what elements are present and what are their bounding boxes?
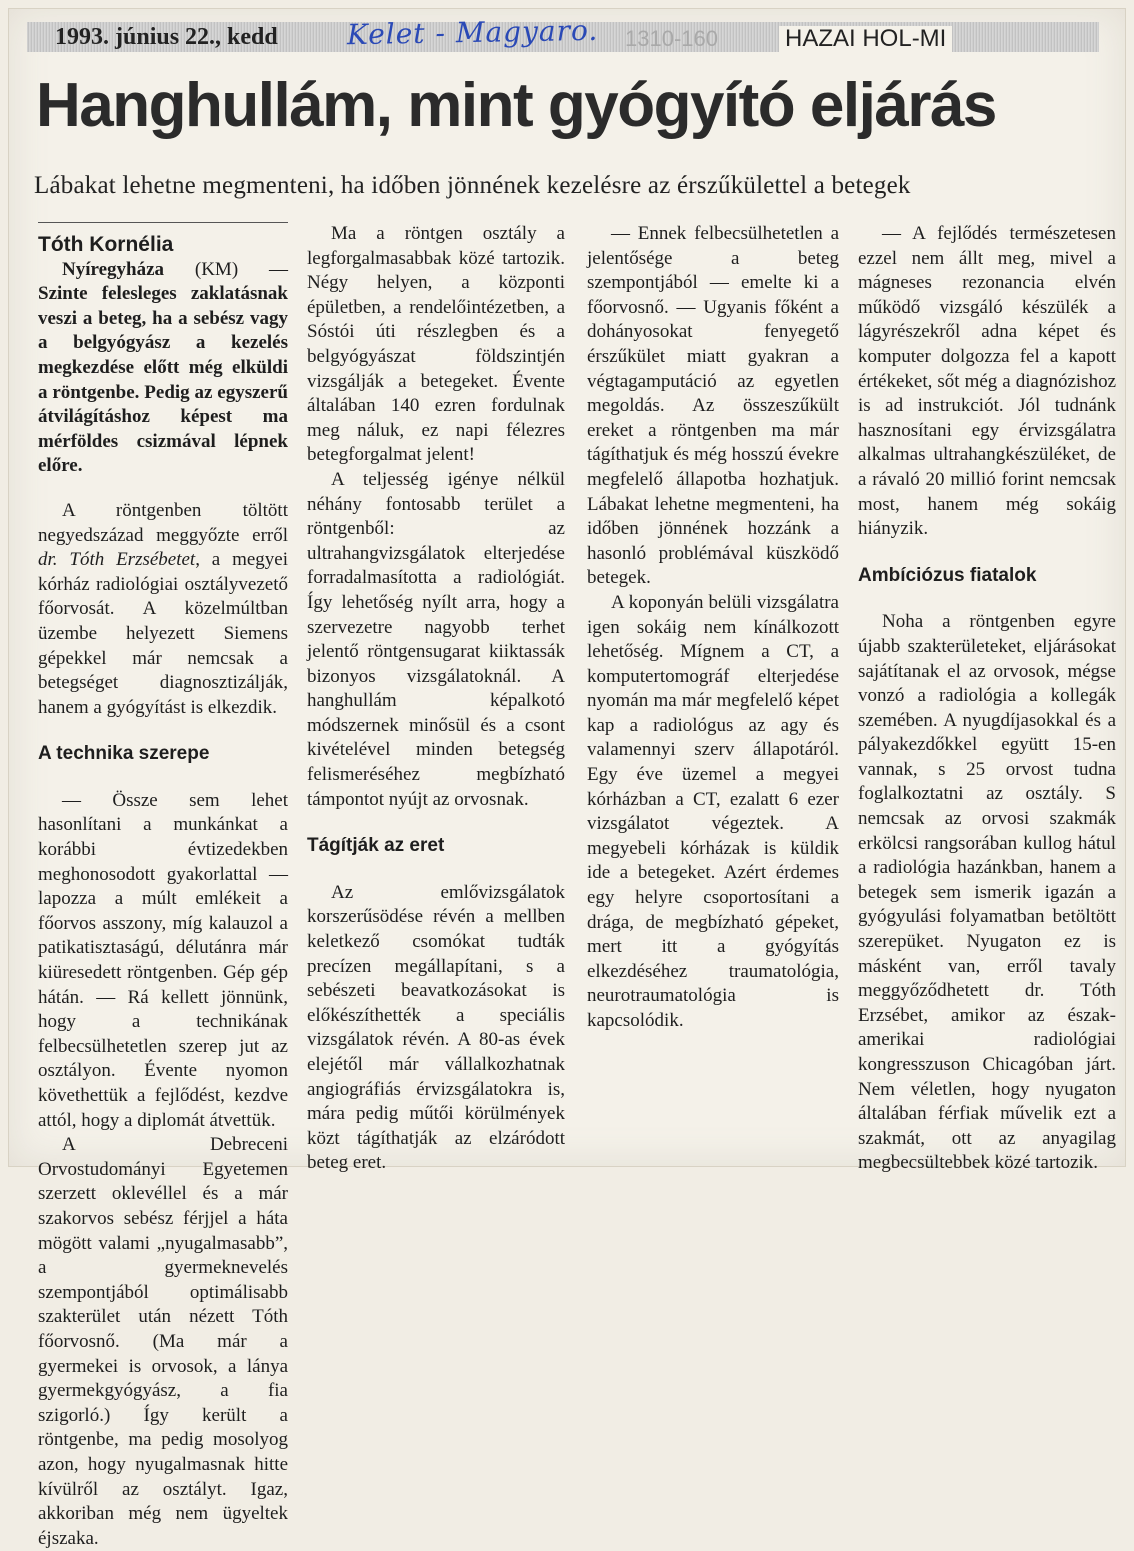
body-paragraph: — Ennek felbecsülhetetlen a jelentősége a beteg szempontjából — emelte ki a főorvosnő. — Ugyanis főként a dohányosokat fenyegető érszűkület miatt gyakran a végtagamputáció az egyetlen megoldás. Az összeszűkült ereket a röntgenben ma már tágíthatjuk és még hosszú évekre megfelelő állapotba hozhatjuk. Lábakat lehetne megmenteni, ha időben jönnének hozzánk a hasonló problémával küszködő betegek. — [587, 223, 839, 589]
body-paragraph: — Össze sem lehet hasonlítani a munkánkat a korábbi évtizedekben meghonosodott gyakorlattal — lapozza a múlt emlékeit a főorvos asszony, míg kalauzol a patikatisztaságú, délutánra már kiüresedett röntgenben. Gép gép hátán. — Rá kellett jönnünk, hogy a technikának felbecsülhetetlen szerep jut az osztályon. Évente nyomon követhettük a fejlődést, kezdve attól, hogy a diplomát átvettük. — [38, 789, 288, 1131]
body-paragraph: — A fejlődés természetesen ezzel nem állt meg, mivel a mágneses rezonancia elvén működő vizsgáló készülék a lágyrészekről adna képet és komputer dolgozza fel a kapott értékeket, sőt még a diagnózishoz is ad instrukciót. Jól tudnánk hasznosítani egy érvizsgálatra alkalmas ultrahangkészüléket, de a rávaló 20 millió forint nemcsak most, hanem még sokáig hiányzik. — [858, 223, 1116, 540]
article-column-3 — [587, 222, 839, 1162]
handwritten-source-note: Kelet - Magyaro. — [346, 13, 599, 52]
section-title: HAZAI HOL-MI — [779, 26, 952, 52]
body-paragraph: A koponyán belüli vizsgálatra igen sokáig nem kínálkozott lehetőség. Mígnem a CT, a komputertomográf elterjedése nyomán ma már megfelelő képet kap a radiológus az agy és valamennyi szerv állapotáról. Egy éve üzemel a megyei kórházban a CT, ezalatt 6 ezer vizsgálatot végeztek. A megyebeli kórházak is küldik ide a betegeket. Azért érdemes egy helyre csoportosítani a drága, de megbízható gépeket, mert itt a gyógyítás elkezdéséhez traumatológia, neurotraumatológia is kapcsolódik. — [587, 591, 839, 1031]
body-paragraph: Ma a röntgen osztály a legforgalmasabbak közé tartozik. Négy helyen, a központi épületben, a rendelőintézetben, a Sóstói úti részlegben és a belgyógyászat földszintjén vizsgálják a betegeket. Évente általában 140 ezren fordulnak meg náluk, ez napi félezres betegforgalmat jelent! — [307, 223, 565, 466]
body-paragraph: A röntgenben töltött negyedszázad meggyőzte erről dr. Tóth Erzsébetet, a megyei kórház radiológiai osztályvezető főorvosát. A közelmúltban üzembe helyezett Siemens gépekkel már nemcsak a betegséget diagnosztizálják, hanem a gyógyítást is elkezdik. — [38, 499, 289, 718]
lead-paragraph — [38, 258, 288, 479]
body-paragraph: A Debreceni Orvostudományi Egyetemen szerzett oklevéllel és a már szakorvos sebész férjjel a háta mögött valami „nyugalmasabb”, a gyermeknevelés szempontjából optimálisabb szakterület után nézett Tóth főorvosnő. (Ma már a gyermekei is orvosok, a lánya gyermekgyógyász, a fia szigorló.) Így került a röntgenbe, ma pedig mosolyog azon, hogy nyugalmasnak hitte kívülről az osztályt. Igaz, akkoriban még nem ügyeltek éjszaka. — [38, 1134, 288, 1549]
person-name: dr. Tóth Erzsébetet — [38, 549, 196, 571]
lead-text: Szinte felesleges zaklatásnak veszi a beteg, ha a sebész vagy a belgyógyász a kezelés megkezdése előtt még elküldi a röntgenbe. Pedig az egyszerű átvilágításhoz képest ma mérföldes csizmával lépnek előre. — [38, 283, 288, 477]
author-byline: Tóth Kornélia — [38, 233, 174, 256]
body-paragraph: Az emlővizsgálatok korszerűsödése révén a mellben keletkező csomókat tudták precízen megállapítani, s a sebészeti beavatkozásokat is előkészíthették a speciális vizsgálatok révén. A 80-as évek elejétől már vállalkozhatnak angiográfiás érvizsgálatokra is, mára pedig műtői körülmények közt tágíthatják az elzáródott beteg eret. — [307, 881, 565, 1174]
article-column-2 — [307, 222, 565, 1174]
lead-agency: (KM) — — [194, 258, 288, 280]
publication-date: 1993. június 22., kedd — [55, 24, 278, 50]
article-subheadline: Lábakat lehetne megmenteni, ha időben jönnének kezelésre az érszűkülettel a betegek — [34, 172, 911, 199]
page-header-bar — [27, 13, 1099, 52]
subtitle-technology: A technika szerepe — [38, 743, 210, 765]
lead-place: Nyíregyháza — [62, 258, 165, 280]
page-code: 1310-160 — [625, 26, 718, 51]
article-column-1 — [38, 222, 289, 1549]
body-paragraph: A teljesség igénye nélkül néhány fontosabb terület a röntgenből: az ultrahangvizsgálatok elterjedése forradalmasította a radiológiát. Így lehetőség nyílt arra, hogy a szervezetre nagyobb terhet jelentő röntgensugarat kiiktassák bizonyos vizsgálatoknál. A hanghullám képalkotó módszernek minősül és a csont kivételével minden betegség felismeréséhez megbízható támpontot nyújt az orvosnak. — [307, 468, 565, 810]
article-column-4 — [858, 222, 1116, 1174]
article-headline: Hanghullám, mint gyógyító eljárás — [36, 71, 996, 140]
body-paragraph: Noha a röntgenben egyre újabb szakterületeket, eljárásokat sajátítanak el az orvosok, mégse vonzó a radiológia a kollegák szemében. A nyugdíjasokkal és a pályakezdőkkel együtt 15-en vannak, s 25 orvost tudna foglalkoztatni az osztály. S nemcsak az orvosi szakmák erkölcsi rangsorában kullog hátul a radiológia hazánkban, hanem a betegek sem ismerik igazán a gyógyulási folyamatban betöltött szerepüket. Nyugaton ez is másként van, erről tavaly meggyőződhetett dr. Tóth Erzsébet, amikor az észak-amerikai radiológiai kongresszuson Chicagóban járt. Nem véletlen, hogy nyugaton általában férfiak művelik ezt a szakmát, ott az anyagilag megbecsültebbek közé tartozik. — [858, 611, 1116, 1174]
subtitle-vessels: Tágítják az eret — [307, 835, 445, 857]
subtitle-ambitious-youth: Ambíciózus fiatalok — [858, 564, 1037, 586]
author-rule — [38, 222, 288, 223]
